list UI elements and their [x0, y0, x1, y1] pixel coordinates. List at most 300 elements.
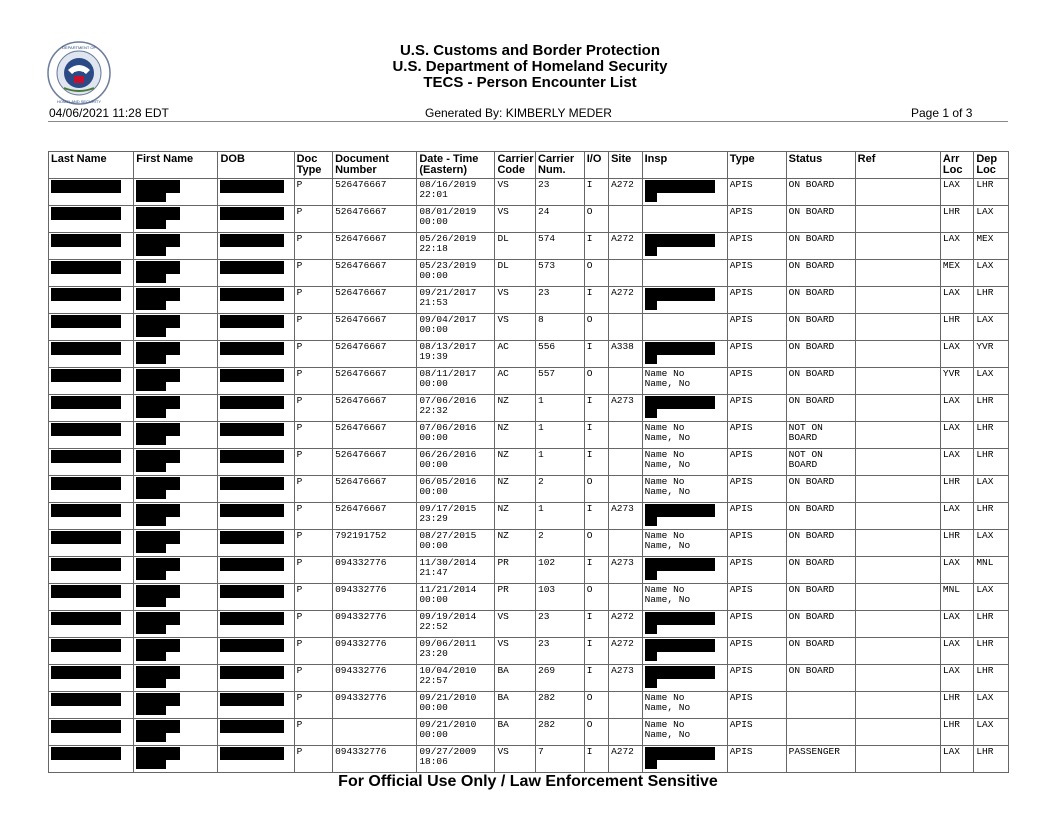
- carrier-num-cell: 556: [536, 341, 585, 368]
- redaction-block: [220, 423, 284, 436]
- redaction-block: [645, 247, 657, 256]
- redaction-block: [220, 585, 284, 598]
- carrier-code-cell: VS: [495, 287, 536, 314]
- site-cell: A272: [609, 233, 642, 260]
- redaction-block: [220, 342, 284, 355]
- status-cell: ON BOARD: [786, 395, 855, 422]
- dep-loc-cell: LAX: [974, 368, 1009, 395]
- carrier-num-cell: 8: [536, 314, 585, 341]
- redaction-block: [220, 477, 284, 490]
- site-cell: A272: [609, 638, 642, 665]
- doc-type-cell: P: [294, 557, 333, 584]
- first-name-cell: [134, 314, 218, 341]
- arr-loc-cell: LAX: [940, 422, 973, 449]
- io-cell: I: [584, 422, 608, 449]
- insp-cell: [642, 746, 727, 773]
- table-row: [49, 476, 1009, 503]
- redaction-block: [51, 504, 121, 517]
- redaction-block: [220, 234, 284, 247]
- type-cell: APIS: [727, 233, 786, 260]
- redaction-block: [136, 625, 166, 634]
- ref-cell: [855, 206, 940, 233]
- table-row: [49, 449, 1009, 476]
- status-cell: [786, 719, 855, 746]
- document-number-cell: 526476667: [333, 179, 417, 206]
- carrier-code-cell: DL: [495, 233, 536, 260]
- arr-loc-cell: LHR: [940, 314, 973, 341]
- redaction-block: [645, 355, 657, 364]
- redaction-block: [645, 571, 657, 580]
- carrier-num-cell: 23: [536, 179, 585, 206]
- redaction-block: [136, 747, 180, 760]
- redaction-block: [136, 234, 180, 247]
- carrier-num-cell: 1: [536, 449, 585, 476]
- site-cell: [609, 692, 642, 719]
- site-cell: A272: [609, 746, 642, 773]
- redaction-block: [220, 207, 284, 220]
- document-number-cell: 094332776: [333, 638, 417, 665]
- ref-cell: [855, 179, 940, 206]
- io-cell: I: [584, 638, 608, 665]
- first-name-cell: [134, 395, 218, 422]
- col-carrier-code: Carrier Code: [495, 152, 536, 179]
- col-last-name: Last Name: [49, 152, 134, 179]
- redaction-block: [220, 450, 284, 463]
- dob-cell: [218, 260, 294, 287]
- insp-cell: [642, 665, 727, 692]
- redaction-block: [136, 180, 180, 193]
- last-name-cell: [49, 503, 134, 530]
- document-number-cell: 094332776: [333, 746, 417, 773]
- insp-cell: Name No Name, No: [642, 449, 727, 476]
- status-cell: ON BOARD: [786, 179, 855, 206]
- redaction-block: [51, 531, 121, 544]
- arr-loc-cell: LAX: [940, 341, 973, 368]
- redaction-block: [136, 693, 180, 706]
- last-name-cell: [49, 233, 134, 260]
- redaction-block: [136, 760, 166, 769]
- ref-cell: [855, 476, 940, 503]
- svg-text:HOMELAND SECURITY: HOMELAND SECURITY: [56, 99, 102, 104]
- col-date-time: Date - Time (Eastern): [417, 152, 495, 179]
- ref-cell: [855, 395, 940, 422]
- redaction-block: [645, 612, 715, 625]
- dep-loc-cell: LAX: [974, 260, 1009, 287]
- redaction-block: [220, 180, 284, 193]
- date-time-cell: 09/17/2015 23:29: [417, 503, 495, 530]
- carrier-code-cell: AC: [495, 368, 536, 395]
- status-cell: ON BOARD: [786, 341, 855, 368]
- dep-loc-cell: YVR: [974, 341, 1009, 368]
- dep-loc-cell: MNL: [974, 557, 1009, 584]
- io-cell: I: [584, 611, 608, 638]
- redaction-block: [51, 396, 121, 409]
- io-cell: I: [584, 665, 608, 692]
- arr-loc-cell: MNL: [940, 584, 973, 611]
- site-cell: [609, 206, 642, 233]
- last-name-cell: [49, 638, 134, 665]
- redaction-block: [645, 396, 715, 409]
- table-row: [49, 584, 1009, 611]
- status-cell: ON BOARD: [786, 287, 855, 314]
- date-time-cell: 08/16/2019 22:01: [417, 179, 495, 206]
- document-number-cell: 526476667: [333, 260, 417, 287]
- ref-cell: [855, 287, 940, 314]
- redaction-block: [645, 747, 715, 760]
- arr-loc-cell: LAX: [940, 503, 973, 530]
- redaction-block: [645, 558, 715, 571]
- status-cell: ON BOARD: [786, 557, 855, 584]
- last-name-cell: [49, 260, 134, 287]
- date-time-cell: 05/26/2019 22:18: [417, 233, 495, 260]
- last-name-cell: [49, 314, 134, 341]
- document-number-cell: [333, 719, 417, 746]
- type-cell: APIS: [727, 611, 786, 638]
- ref-cell: [855, 530, 940, 557]
- carrier-code-cell: VS: [495, 179, 536, 206]
- redaction-block: [220, 288, 284, 301]
- io-cell: O: [584, 584, 608, 611]
- carrier-num-cell: 24: [536, 206, 585, 233]
- first-name-cell: [134, 638, 218, 665]
- carrier-code-cell: BA: [495, 692, 536, 719]
- date-time-cell: 05/23/2019 00:00: [417, 260, 495, 287]
- doc-type-cell: P: [294, 206, 333, 233]
- first-name-cell: [134, 692, 218, 719]
- header-divider: [48, 121, 1008, 122]
- date-time-cell: 08/13/2017 19:39: [417, 341, 495, 368]
- carrier-num-cell: 23: [536, 611, 585, 638]
- site-cell: [609, 260, 642, 287]
- carrier-num-cell: 2: [536, 476, 585, 503]
- type-cell: APIS: [727, 692, 786, 719]
- carrier-num-cell: 2: [536, 530, 585, 557]
- io-cell: I: [584, 557, 608, 584]
- dob-cell: [218, 476, 294, 503]
- redaction-block: [645, 652, 657, 661]
- arr-loc-cell: LHR: [940, 476, 973, 503]
- status-cell: ON BOARD: [786, 260, 855, 287]
- redaction-block: [136, 666, 180, 679]
- redaction-block: [220, 315, 284, 328]
- date-time-cell: 06/26/2016 00:00: [417, 449, 495, 476]
- last-name-cell: [49, 449, 134, 476]
- carrier-code-cell: VS: [495, 314, 536, 341]
- header-line-1: U.S. Customs and Border Protection: [399, 42, 661, 59]
- ref-cell: [855, 557, 940, 584]
- redaction-block: [51, 234, 121, 247]
- carrier-num-cell: 573: [536, 260, 585, 287]
- table-row: [49, 206, 1009, 233]
- col-site: Site: [609, 152, 642, 179]
- redaction-block: [136, 490, 166, 499]
- carrier-num-cell: 1: [536, 503, 585, 530]
- carrier-code-cell: VS: [495, 611, 536, 638]
- redaction-block: [51, 180, 121, 193]
- insp-cell: Name No Name, No: [642, 530, 727, 557]
- redaction-block: [51, 612, 121, 625]
- type-cell: APIS: [727, 341, 786, 368]
- dob-cell: [218, 719, 294, 746]
- type-cell: APIS: [727, 638, 786, 665]
- date-time-cell: 08/11/2017 00:00: [417, 368, 495, 395]
- arr-loc-cell: LAX: [940, 233, 973, 260]
- arr-loc-cell: LAX: [940, 179, 973, 206]
- carrier-code-cell: BA: [495, 665, 536, 692]
- status-cell: ON BOARD: [786, 233, 855, 260]
- document-number-cell: 526476667: [333, 314, 417, 341]
- date-time-cell: 09/04/2017 00:00: [417, 314, 495, 341]
- doc-type-cell: P: [294, 368, 333, 395]
- redaction-block: [136, 247, 166, 256]
- doc-type-cell: P: [294, 503, 333, 530]
- last-name-cell: [49, 530, 134, 557]
- redaction-block: [220, 396, 284, 409]
- dob-cell: [218, 422, 294, 449]
- insp-cell: Name No Name, No: [642, 476, 727, 503]
- type-cell: APIS: [727, 449, 786, 476]
- col-first-name: First Name: [134, 152, 218, 179]
- redaction-block: [220, 261, 284, 274]
- date-time-cell: 08/01/2019 00:00: [417, 206, 495, 233]
- carrier-num-cell: 557: [536, 368, 585, 395]
- document-number-cell: 526476667: [333, 449, 417, 476]
- col-carrier-num: Carrier Num.: [536, 152, 585, 179]
- redaction-block: [220, 558, 284, 571]
- redaction-block: [136, 598, 166, 607]
- redaction-block: [51, 288, 121, 301]
- status-cell: ON BOARD: [786, 611, 855, 638]
- redaction-block: [136, 517, 166, 526]
- document-number-cell: 094332776: [333, 692, 417, 719]
- table-row: [49, 692, 1009, 719]
- last-name-cell: [49, 206, 134, 233]
- type-cell: APIS: [727, 530, 786, 557]
- redaction-block: [51, 558, 121, 571]
- arr-loc-cell: LAX: [940, 287, 973, 314]
- first-name-cell: [134, 665, 218, 692]
- redaction-block: [136, 261, 180, 274]
- status-cell: ON BOARD: [786, 530, 855, 557]
- document-number-cell: 792191752: [333, 530, 417, 557]
- dep-loc-cell: LHR: [974, 746, 1009, 773]
- io-cell: O: [584, 692, 608, 719]
- redaction-block: [645, 504, 715, 517]
- date-time-cell: 07/06/2016 00:00: [417, 422, 495, 449]
- doc-type-cell: P: [294, 611, 333, 638]
- first-name-cell: [134, 719, 218, 746]
- ref-cell: [855, 611, 940, 638]
- type-cell: APIS: [727, 206, 786, 233]
- last-name-cell: [49, 476, 134, 503]
- dep-loc-cell: LAX: [974, 584, 1009, 611]
- dep-loc-cell: LHR: [974, 665, 1009, 692]
- type-cell: APIS: [727, 179, 786, 206]
- redaction-block: [136, 301, 166, 310]
- carrier-num-cell: 269: [536, 665, 585, 692]
- col-insp: Insp: [642, 152, 727, 179]
- redaction-block: [645, 625, 657, 634]
- carrier-num-cell: 102: [536, 557, 585, 584]
- redaction-block: [51, 315, 121, 328]
- redaction-block: [51, 666, 121, 679]
- document-number-cell: 526476667: [333, 287, 417, 314]
- redaction-block: [136, 274, 166, 283]
- first-name-cell: [134, 476, 218, 503]
- insp-cell: [642, 638, 727, 665]
- table-row: [49, 746, 1009, 773]
- last-name-cell: [49, 611, 134, 638]
- redaction-block: [51, 369, 121, 382]
- table-header: [49, 152, 1009, 179]
- first-name-cell: [134, 287, 218, 314]
- site-cell: A273: [609, 557, 642, 584]
- doc-type-cell: P: [294, 692, 333, 719]
- io-cell: O: [584, 719, 608, 746]
- document-number-cell: 094332776: [333, 611, 417, 638]
- ref-cell: [855, 260, 940, 287]
- col-dob: DOB: [218, 152, 294, 179]
- ref-cell: [855, 422, 940, 449]
- last-name-cell: [49, 692, 134, 719]
- first-name-cell: [134, 557, 218, 584]
- redaction-block: [220, 639, 284, 652]
- io-cell: O: [584, 206, 608, 233]
- dhs-seal-icon: [46, 40, 112, 106]
- last-name-cell: [49, 368, 134, 395]
- insp-cell: [642, 260, 727, 287]
- table-row: [49, 287, 1009, 314]
- redaction-block: [136, 571, 166, 580]
- ref-cell: [855, 449, 940, 476]
- encounter-table: [48, 151, 1009, 773]
- dob-cell: [218, 584, 294, 611]
- io-cell: O: [584, 476, 608, 503]
- page-title: TECS - Person Encounter List: [423, 74, 637, 91]
- dob-cell: [218, 665, 294, 692]
- arr-loc-cell: LAX: [940, 665, 973, 692]
- site-cell: A272: [609, 611, 642, 638]
- document-number-cell: 094332776: [333, 665, 417, 692]
- io-cell: I: [584, 449, 608, 476]
- first-name-cell: [134, 746, 218, 773]
- carrier-num-cell: 103: [536, 584, 585, 611]
- insp-cell: [642, 395, 727, 422]
- date-time-cell: 09/27/2009 18:06: [417, 746, 495, 773]
- doc-type-cell: P: [294, 665, 333, 692]
- carrier-code-cell: PR: [495, 584, 536, 611]
- table-row: [49, 530, 1009, 557]
- redaction-block: [136, 706, 166, 715]
- carrier-code-cell: DL: [495, 260, 536, 287]
- col-type: Type: [727, 152, 786, 179]
- table-row: [49, 368, 1009, 395]
- dep-loc-cell: LHR: [974, 179, 1009, 206]
- redaction-block: [645, 517, 657, 526]
- last-name-cell: [49, 179, 134, 206]
- insp-cell: Name No Name, No: [642, 584, 727, 611]
- carrier-code-cell: VS: [495, 206, 536, 233]
- ref-cell: [855, 719, 940, 746]
- ref-cell: [855, 503, 940, 530]
- ref-cell: [855, 584, 940, 611]
- first-name-cell: [134, 341, 218, 368]
- redaction-block: [220, 666, 284, 679]
- date-time-cell: 09/21/2010 00:00: [417, 719, 495, 746]
- dob-cell: [218, 179, 294, 206]
- dep-loc-cell: LAX: [974, 692, 1009, 719]
- doc-type-cell: P: [294, 179, 333, 206]
- redaction-block: [51, 585, 121, 598]
- redaction-block: [645, 288, 715, 301]
- redaction-block: [136, 220, 166, 229]
- redaction-block: [645, 666, 715, 679]
- insp-cell: [642, 611, 727, 638]
- redaction-block: [136, 409, 166, 418]
- carrier-code-cell: NZ: [495, 503, 536, 530]
- dob-cell: [218, 557, 294, 584]
- first-name-cell: [134, 449, 218, 476]
- insp-cell: [642, 287, 727, 314]
- carrier-code-cell: AC: [495, 341, 536, 368]
- site-cell: [609, 584, 642, 611]
- ref-cell: [855, 665, 940, 692]
- insp-cell: [642, 206, 727, 233]
- redaction-block: [136, 355, 166, 364]
- last-name-cell: [49, 341, 134, 368]
- site-cell: [609, 476, 642, 503]
- type-cell: APIS: [727, 557, 786, 584]
- redaction-block: [645, 679, 657, 688]
- table-row: [49, 611, 1009, 638]
- arr-loc-cell: LHR: [940, 692, 973, 719]
- redaction-block: [645, 409, 657, 418]
- carrier-code-cell: NZ: [495, 395, 536, 422]
- type-cell: APIS: [727, 746, 786, 773]
- redaction-block: [136, 463, 166, 472]
- dob-cell: [218, 746, 294, 773]
- redaction-block: [136, 733, 166, 742]
- redaction-block: [136, 396, 180, 409]
- site-cell: [609, 314, 642, 341]
- dep-loc-cell: LAX: [974, 476, 1009, 503]
- insp-cell: [642, 557, 727, 584]
- doc-type-cell: P: [294, 287, 333, 314]
- arr-loc-cell: LAX: [940, 557, 973, 584]
- table-row: [49, 665, 1009, 692]
- redaction-block: [51, 720, 121, 733]
- dep-loc-cell: LHR: [974, 638, 1009, 665]
- carrier-code-cell: VS: [495, 746, 536, 773]
- last-name-cell: [49, 287, 134, 314]
- redaction-block: [51, 450, 121, 463]
- first-name-cell: [134, 233, 218, 260]
- type-cell: APIS: [727, 287, 786, 314]
- redaction-block: [645, 193, 657, 202]
- carrier-num-cell: 23: [536, 638, 585, 665]
- status-cell: ON BOARD: [786, 206, 855, 233]
- type-cell: APIS: [727, 260, 786, 287]
- redaction-block: [136, 382, 166, 391]
- status-cell: ON BOARD: [786, 503, 855, 530]
- dep-loc-cell: LHR: [974, 449, 1009, 476]
- table-row: [49, 233, 1009, 260]
- status-cell: ON BOARD: [786, 584, 855, 611]
- redaction-block: [136, 342, 180, 355]
- ref-cell: [855, 341, 940, 368]
- type-cell: APIS: [727, 584, 786, 611]
- redaction-block: [220, 612, 284, 625]
